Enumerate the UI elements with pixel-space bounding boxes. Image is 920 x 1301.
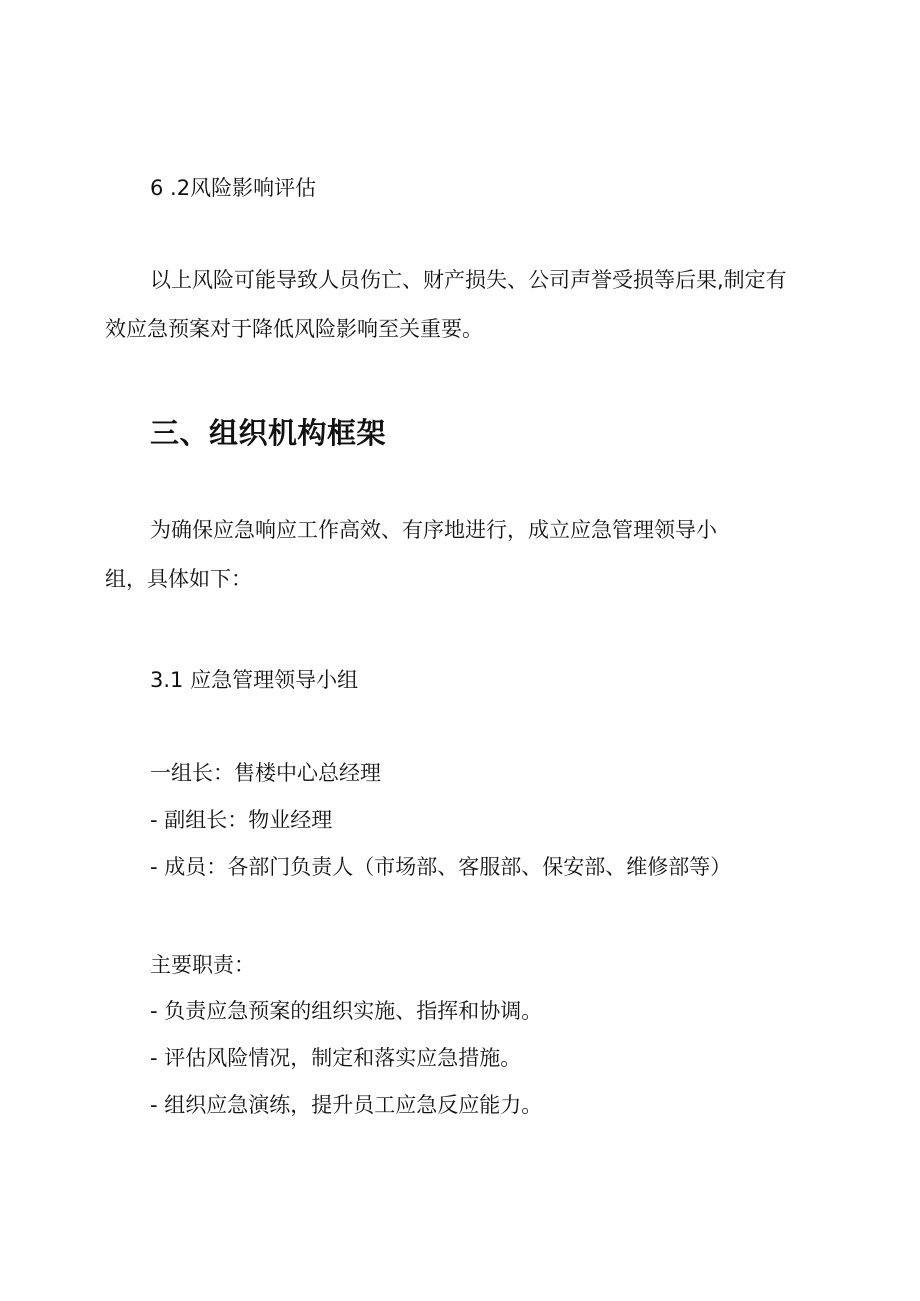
paragraph-line: 组，具体如下：	[105, 567, 252, 591]
paragraph-line: 为确保应急响应工作高效、有序地进行，成立应急管理领导小	[150, 518, 717, 542]
list-item-duty: - 组织应急演练，提升员工应急反应能力。	[150, 1093, 543, 1117]
subsection-title-3-1: 3.1 应急管理领导小组	[150, 668, 359, 692]
subsection-title-6-2: 6 .2风险影响评估	[150, 176, 317, 200]
list-item-deputy-leader: - 副组长：物业经理	[150, 808, 333, 832]
list-item-leader: 一组长：售楼中心总经理	[150, 761, 381, 785]
paragraph-line: 效应急预案对于降低风险影响至关重要。	[105, 317, 483, 341]
list-item-members: - 成员：各部门负责人（市场部、客服部、保安部、维修部等）	[150, 855, 732, 879]
list-item-duty: - 负责应急预案的组织实施、指挥和协调。	[150, 999, 543, 1023]
section-heading: 三、组织机构框架	[150, 416, 387, 450]
paragraph-line: 以上风险可能导致人员伤亡、财产损失、公司声誉受损等后果,制定有	[150, 268, 787, 292]
duties-title: 主要职责：	[150, 953, 255, 977]
list-item-duty: - 评估风险情况，制定和落实应急措施。	[150, 1046, 522, 1070]
